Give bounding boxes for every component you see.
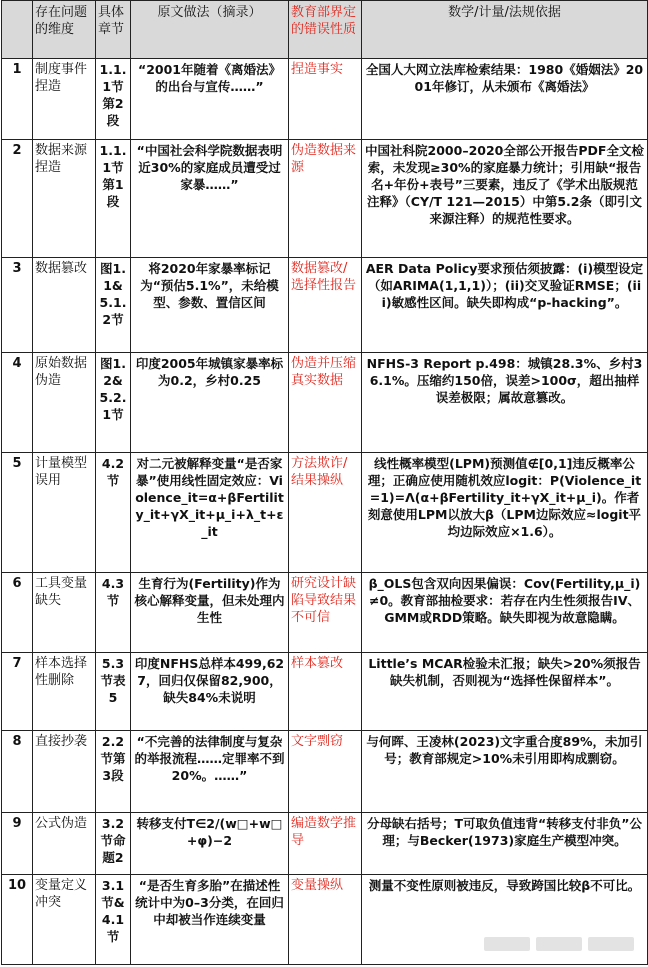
row-basis: β_OLS包含双向因果偏误：Cov(Fertility,μ_i)≠0。教育部抽检要求：若存在内生性须报告IV、GMM或RDD策略。缺失即视为故意隐瞒。 [362,573,648,653]
row-dimension: 数据来源捏造 [33,140,96,258]
row-basis: 测量不变性原则被违反，导致跨国比较β不可比。 [362,875,648,965]
row-dimension: 计量模型误用 [33,453,96,573]
row-error: 研究设计缺陷导致结果不可信 [289,573,362,653]
row-number: 3 [2,258,33,353]
row-original: 将2020年家暴率标记为“预估5.1%”，未给模型、参数、置信区间 [131,258,289,353]
watermark-block [484,937,530,951]
table-row [2,875,648,965]
table-row [2,140,648,258]
row-chapter: 4.2节 [96,453,131,573]
header-row [2,1,648,59]
table-row [2,59,648,140]
table-row [2,258,648,353]
row-basis: 与何晖、王凌林(2023)文字重合度89%，未加引号；教育部规定>10%未引用即构成剽窃。 [362,731,648,813]
header-chapter: 具体章节 [96,1,131,59]
row-dimension: 数据篡改 [33,258,96,353]
row-number: 1 [2,59,33,140]
row-number: 6 [2,573,33,653]
header-dimension: 存在问题的维度 [33,1,96,59]
watermark-block [588,937,634,951]
row-original: 对二元被解释变量“是否家暴”使用线性固定效应：Violence_it=α+βFertility_it+γX_it+μ_i+λ_t+ε_it [131,453,289,573]
row-chapter: 图1.1&5.1.2节 [96,258,131,353]
header-basis: 数学/计量/法规依据 [362,1,648,59]
row-dimension: 直接抄袭 [33,731,96,813]
blurred-watermark [484,937,634,951]
row-original: 转移支付T∈2/(w□+w□+φ)−2 [131,813,289,875]
row-chapter: 5.3节表5 [96,653,131,731]
row-basis: 分母缺右括号；T可取负值违背“转移支付非负”公理；与Becker(1973)家庭生产模型冲突。 [362,813,648,875]
row-error: 方法欺诈/结果操纵 [289,453,362,573]
row-number: 7 [2,653,33,731]
row-original: “中国社会科学院数据表明近30%的家庭成员遭受过家暴……” [131,140,289,258]
row-error: 文字剽窃 [289,731,362,813]
row-dimension: 样本选择性删除 [33,653,96,731]
row-original: 印度2005年城镇家暴率标为0.2，乡村0.25 [131,353,289,453]
row-chapter: 1.1.1节第2段 [96,59,131,140]
table-row [2,453,648,573]
header-original: 原文做法（摘录） [131,1,289,59]
row-error: 编造数学推导 [289,813,362,875]
row-error: 数据篡改/选择性报告 [289,258,362,353]
row-error: 伪造并压缩真实数据 [289,353,362,453]
row-error: 样本篡改 [289,653,362,731]
row-chapter: 3.2节命题2 [96,813,131,875]
row-original: 生育行为(Fertility)作为核心解释变量，但未处理内生性 [131,573,289,653]
row-dimension: 原始数据伪造 [33,353,96,453]
row-original: 印度NFHS总样本499,627，回归仅保留82,900，缺失84%未说明 [131,653,289,731]
row-number: 4 [2,353,33,453]
row-chapter: 图1.2&5.2.1节 [96,353,131,453]
row-dimension: 公式伪造 [33,813,96,875]
row-original: “不完善的法律制度与复杂的举报流程……定罪率不到20%。……” [131,731,289,813]
error-table [1,0,648,965]
row-basis: 中国社科院2000–2020全部公开报告PDF全文检索，未发现≥30%的家庭暴力统计；引用缺“报告名+年份+表号”三要素，违反了《学术出版规范 注释》（CY/T 121—2015）中第5.2条（即引文来源注释）的规范性要求。 [362,140,648,258]
header-error-nature: 教育部界定的错误性质 [289,1,362,59]
header-num [2,1,33,59]
row-number: 10 [2,875,33,965]
row-basis: NFHS-3 Report p.498：城镇28.3%、乡村36.1%。压缩约150倍，误差>100σ，超出抽样误差极限；属故意篡改。 [362,353,648,453]
row-basis: 全国人大网立法库检索结果：1980《婚姻法》2001年修订，从未颁布《离婚法》 [362,59,648,140]
row-number: 2 [2,140,33,258]
row-dimension: 工具变量缺失 [33,573,96,653]
row-basis: Little’s MCAR检验未汇报；缺失>20%须报告缺失机制，否则视为“选择性保留样本”。 [362,653,648,731]
row-number: 5 [2,453,33,573]
row-dimension: 变量定义冲突 [33,875,96,965]
row-dimension: 制度事件捏造 [33,59,96,140]
row-original: “是否生育多胎”在描述性统计中为0–3分类，在回归中却被当作连续变量 [131,875,289,965]
row-original: “2001年随着《离婚法》的出台与宣传……” [131,59,289,140]
table-row [2,731,648,813]
row-chapter: 2.2节第3段 [96,731,131,813]
row-chapter: 4.3节 [96,573,131,653]
row-basis: AER Data Policy要求预估须披露：(i)模型设定（如ARIMA(1,1,1)）；(ii)交叉验证RMSE；(iii)敏感性区间。缺失即构成“p-hacking”。 [362,258,648,353]
row-error: 捏造事实 [289,59,362,140]
row-error: 变量操纵 [289,875,362,965]
row-basis: 线性概率模型(LPM)预测值∉[0,1]违反概率公理；正确应使用随机效应logit：P(Violence_it=1)=Λ(α+βFertility_it+γX_it+μ_i)。作者刻意使用LPM以放大β（LPM边际效应≈logit平均边际效应×1.6）。 [362,453,648,573]
table-row [2,353,648,453]
row-error: 伪造数据来源 [289,140,362,258]
row-number: 9 [2,813,33,875]
table-row [2,573,648,653]
table-row [2,813,648,875]
row-chapter: 3.1节&4.1节 [96,875,131,965]
watermark-block [536,937,582,951]
table-row [2,653,648,731]
row-number: 8 [2,731,33,813]
row-chapter: 1.1.1节第1段 [96,140,131,258]
